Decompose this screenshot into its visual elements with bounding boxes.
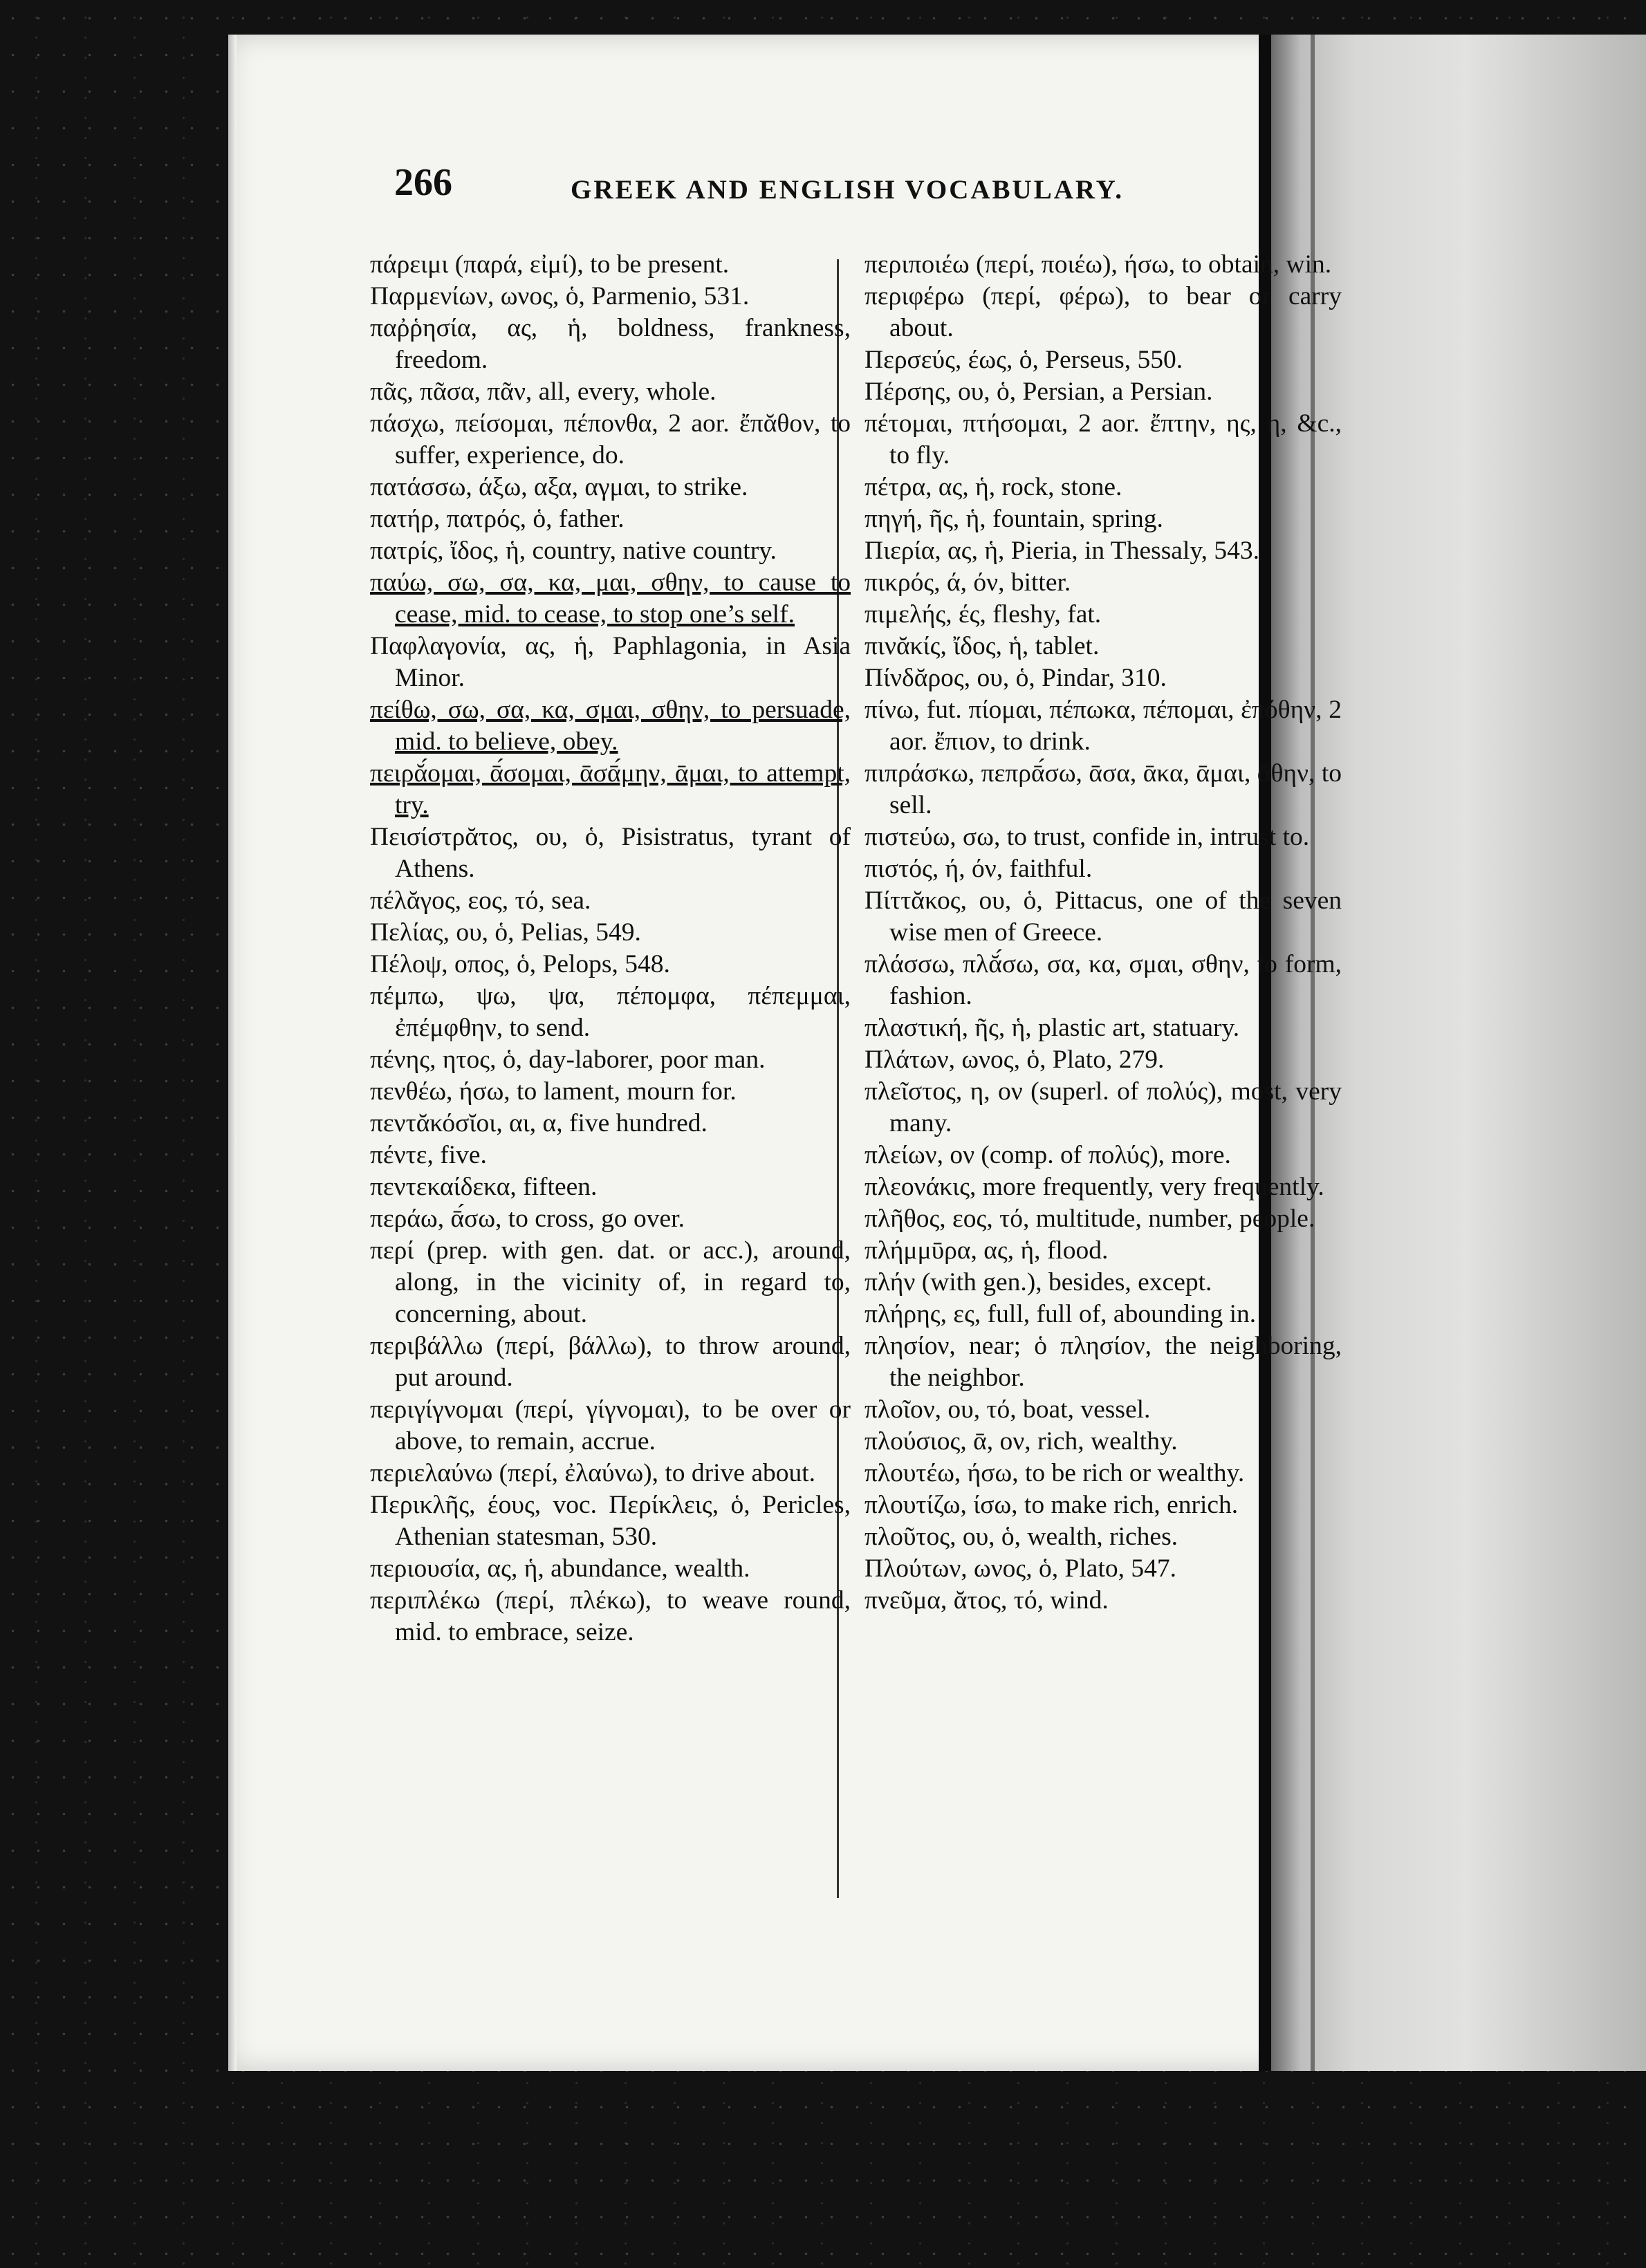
vocab-entry: πλαστική, ῆς, ἡ, plastic art, statuary. — [864, 1014, 1240, 1042]
vocab-entry: περιφέρω (περί, φέρω), to bear or carry about. — [864, 282, 1342, 342]
vocab-entry: πικρός, ά, όν, bitter. — [864, 568, 1071, 597]
vocab-entry: πλεονάκις, more frequently, very frequently. — [864, 1173, 1324, 1201]
vocab-entry: πλείων, ον (comp. of πολύς), more. — [864, 1141, 1231, 1169]
vocab-entry: πνεῦμα, ᾰτος, τό, wind. — [864, 1586, 1109, 1615]
right-column — [864, 249, 1342, 1617]
vocab-entry: περιελαύνω (περί, ἐλαύνω), to drive about. — [370, 1459, 816, 1487]
vocab-entry: πηγή, ῆς, ἡ, fountain, spring. — [864, 505, 1163, 533]
vocab-entry: περάω, ᾱ́σω, to cross, go over. — [370, 1205, 685, 1233]
vocab-entry: Πλάτων, ωνος, ὁ, Plato, 279. — [864, 1045, 1165, 1074]
vocab-entry: πέλᾰγος, εος, τό, sea. — [370, 886, 591, 915]
vocab-entry-underlined: παύω, σω, σα, κα, μαι, σθην, to cause to cease, mid. to cease, to stop one’s self. — [370, 568, 851, 629]
vocab-entry: Πίττᾰκος, ου, ὁ, Pittacus, one of the seven wise men of Greece. — [864, 886, 1342, 947]
vocab-entry: Παφλαγονία, ας, ἡ, Paphlagonia, in Asia Minor. — [370, 632, 851, 692]
vocab-entry: Πιερία, ας, ἡ, Pieria, in Thessaly, 543. — [864, 537, 1260, 565]
vocab-entry: πλήν (with gen.), besides, except. — [864, 1268, 1212, 1296]
vocab-entry: Πέρσης, ου, ὁ, Persian, a Persian. — [864, 378, 1213, 406]
vocab-entry: πλοῖον, ου, τό, boat, vessel. — [864, 1395, 1151, 1424]
vocab-entry: περιουσία, ας, ἡ, abundance, wealth. — [370, 1554, 750, 1583]
vocab-entry: πέτρα, ας, ἡ, rock, stone. — [864, 473, 1122, 501]
vocab-entry: παῤῥησία, ας, ἡ, boldness, frankness, freedom. — [370, 314, 851, 374]
vocab-entry: περί (prep. with gen. dat. or acc.), around, along, in the vicinity of, in regard to, concerning, about. — [370, 1236, 851, 1328]
vocab-entry: πατρίς, ἴδος, ἡ, country, native country. — [370, 537, 777, 565]
vocab-entry: Πλούτων, ωνος, ὁ, Plato, 547. — [864, 1554, 1176, 1583]
vocab-entry: Παρμενίων, ωνος, ὁ, Parmenio, 531. — [370, 282, 750, 310]
page-edge — [228, 35, 237, 2071]
vocab-entry: πλοῦτος, ου, ὁ, wealth, riches. — [864, 1523, 1178, 1551]
vocab-entry: πάσχω, πείσομαι, πέπονθα, 2 aor. ἔπᾰθον, to suffer, experience, do. — [370, 409, 851, 470]
left-column — [370, 249, 851, 1648]
page-header — [384, 160, 1186, 216]
vocab-entry: πλήρης, ες, full, full of, abounding in. — [864, 1300, 1257, 1328]
vocab-entry: πέντε, five. — [370, 1141, 487, 1169]
page-number: 266 — [394, 161, 452, 204]
vocab-entry: Πέλοψ, οπος, ὁ, Pelops, 548. — [370, 950, 670, 978]
vocab-entry: πεντεκαίδεκα, fifteen. — [370, 1173, 598, 1201]
vocab-entry: πίνω, fut. πίομαι, πέπωκα, πέπομαι, ἐπόθην, 2 aor. ἔπιον, to drink. — [864, 696, 1342, 756]
vocab-entry: πέμπω, ψω, ψα, πέπομφα, πέπεμμαι, ἐπέμφθην, to send. — [370, 982, 851, 1042]
vocab-entry: Πελίας, ου, ὁ, Pelias, 549. — [370, 918, 641, 947]
vocab-entry: πλουτέω, ήσω, to be rich or wealthy. — [864, 1459, 1245, 1487]
vocab-entry: πέτομαι, πτήσομαι, 2 aor. ἔπτην, ης, η, &c., to fly. — [864, 409, 1342, 470]
vocab-entry: πλήμμῡρα, ας, ἡ, flood. — [864, 1236, 1109, 1265]
vocab-entry: Περικλῆς, έους, voc. Περίκλεις, ὁ, Pericles, Athenian statesman, 530. — [370, 1491, 851, 1551]
vocab-entry: πιμελής, ές, fleshy, fat. — [864, 600, 1102, 629]
vocab-entry: πάρειμι (παρά, εἰμί), to be present. — [370, 250, 730, 279]
vocab-entry-underlined: πείθω, σω, σα, κα, σμαι, σθην, to persuade, mid. to believe, obey. — [370, 696, 851, 756]
running-head: GREEK AND ENGLISH VOCABULARY. — [571, 175, 1125, 205]
vocab-entry-underlined: πειρᾰ́ομαι, ᾱ́σομαι, ᾱσᾱ́μην, ᾱμαι, to attempt, try. — [370, 759, 851, 819]
vocab-entry: πένης, ητος, ὁ, day-laborer, poor man. — [370, 1045, 766, 1074]
vocab-entry: πενθέω, ήσω, to lament, mourn for. — [370, 1077, 737, 1106]
vocab-entry: πλουτίζω, ίσω, to make rich, enrich. — [864, 1491, 1239, 1519]
vocab-entry: πλούσιος, ᾱ, ον, rich, wealthy. — [864, 1427, 1178, 1456]
vocab-entry: πιπράσκω, πεπρᾱ́σω, ᾱσα, ᾱκα, ᾱμαι, ᾱθην, to sell. — [864, 759, 1342, 819]
vocab-entry: Περσεύς, έως, ὁ, Perseus, 550. — [864, 346, 1183, 374]
vocab-entry: πᾶς, πᾶσα, πᾶν, all, every, whole. — [370, 378, 716, 406]
vocab-entry: πλησίον, near; ὁ πλησίον, the neighboring, the neighbor. — [864, 1332, 1342, 1392]
vocab-entry: περιποιέω (περί, ποιέω), ήσω, to obtain, win. — [864, 250, 1332, 279]
vocab-entry: πιστός, ή, όν, faithful. — [864, 855, 1093, 883]
vocab-entry: πλάσσω, πλᾰ́σω, σα, κα, σμαι, σθην, to form, fashion. — [864, 950, 1342, 1010]
vocab-entry: πεντᾰκόσῐοι, αι, α, five hundred. — [370, 1109, 708, 1137]
vocab-entry: πλῆθος, εος, τό, multitude, number, people. — [864, 1205, 1315, 1233]
vocab-entry: περιβάλλω (περί, βάλλω), to throw around, put around. — [370, 1332, 851, 1392]
vocab-entry: Πεισίστρᾰτος, ου, ὁ, Pisistratus, tyrant of Athens. — [370, 823, 851, 883]
vocab-entry: πινᾰκίς, ἴδος, ἡ, tablet. — [864, 632, 1100, 660]
vocab-entry: Πίνδᾰρος, ου, ὁ, Pindar, 310. — [864, 664, 1167, 692]
vocab-entry: πατάσσω, άξω, αξα, αγμαι, to strike. — [370, 473, 748, 501]
vocab-entry: πατήρ, πατρός, ὁ, father. — [370, 505, 625, 533]
vocab-entry: περιπλέκω (περί, πλέκω), to weave round, mid. to embrace, seize. — [370, 1586, 851, 1646]
vocab-entry: περιγίγνομαι (περί, γίγνομαι), to be over or above, to remain, accrue. — [370, 1395, 851, 1456]
vocab-entry: πιστεύω, σω, to trust, confide in, intrust to. — [864, 823, 1310, 851]
vocab-entry: πλεῖστος, η, ον (superl. of πολύς), most, very many. — [864, 1077, 1342, 1137]
